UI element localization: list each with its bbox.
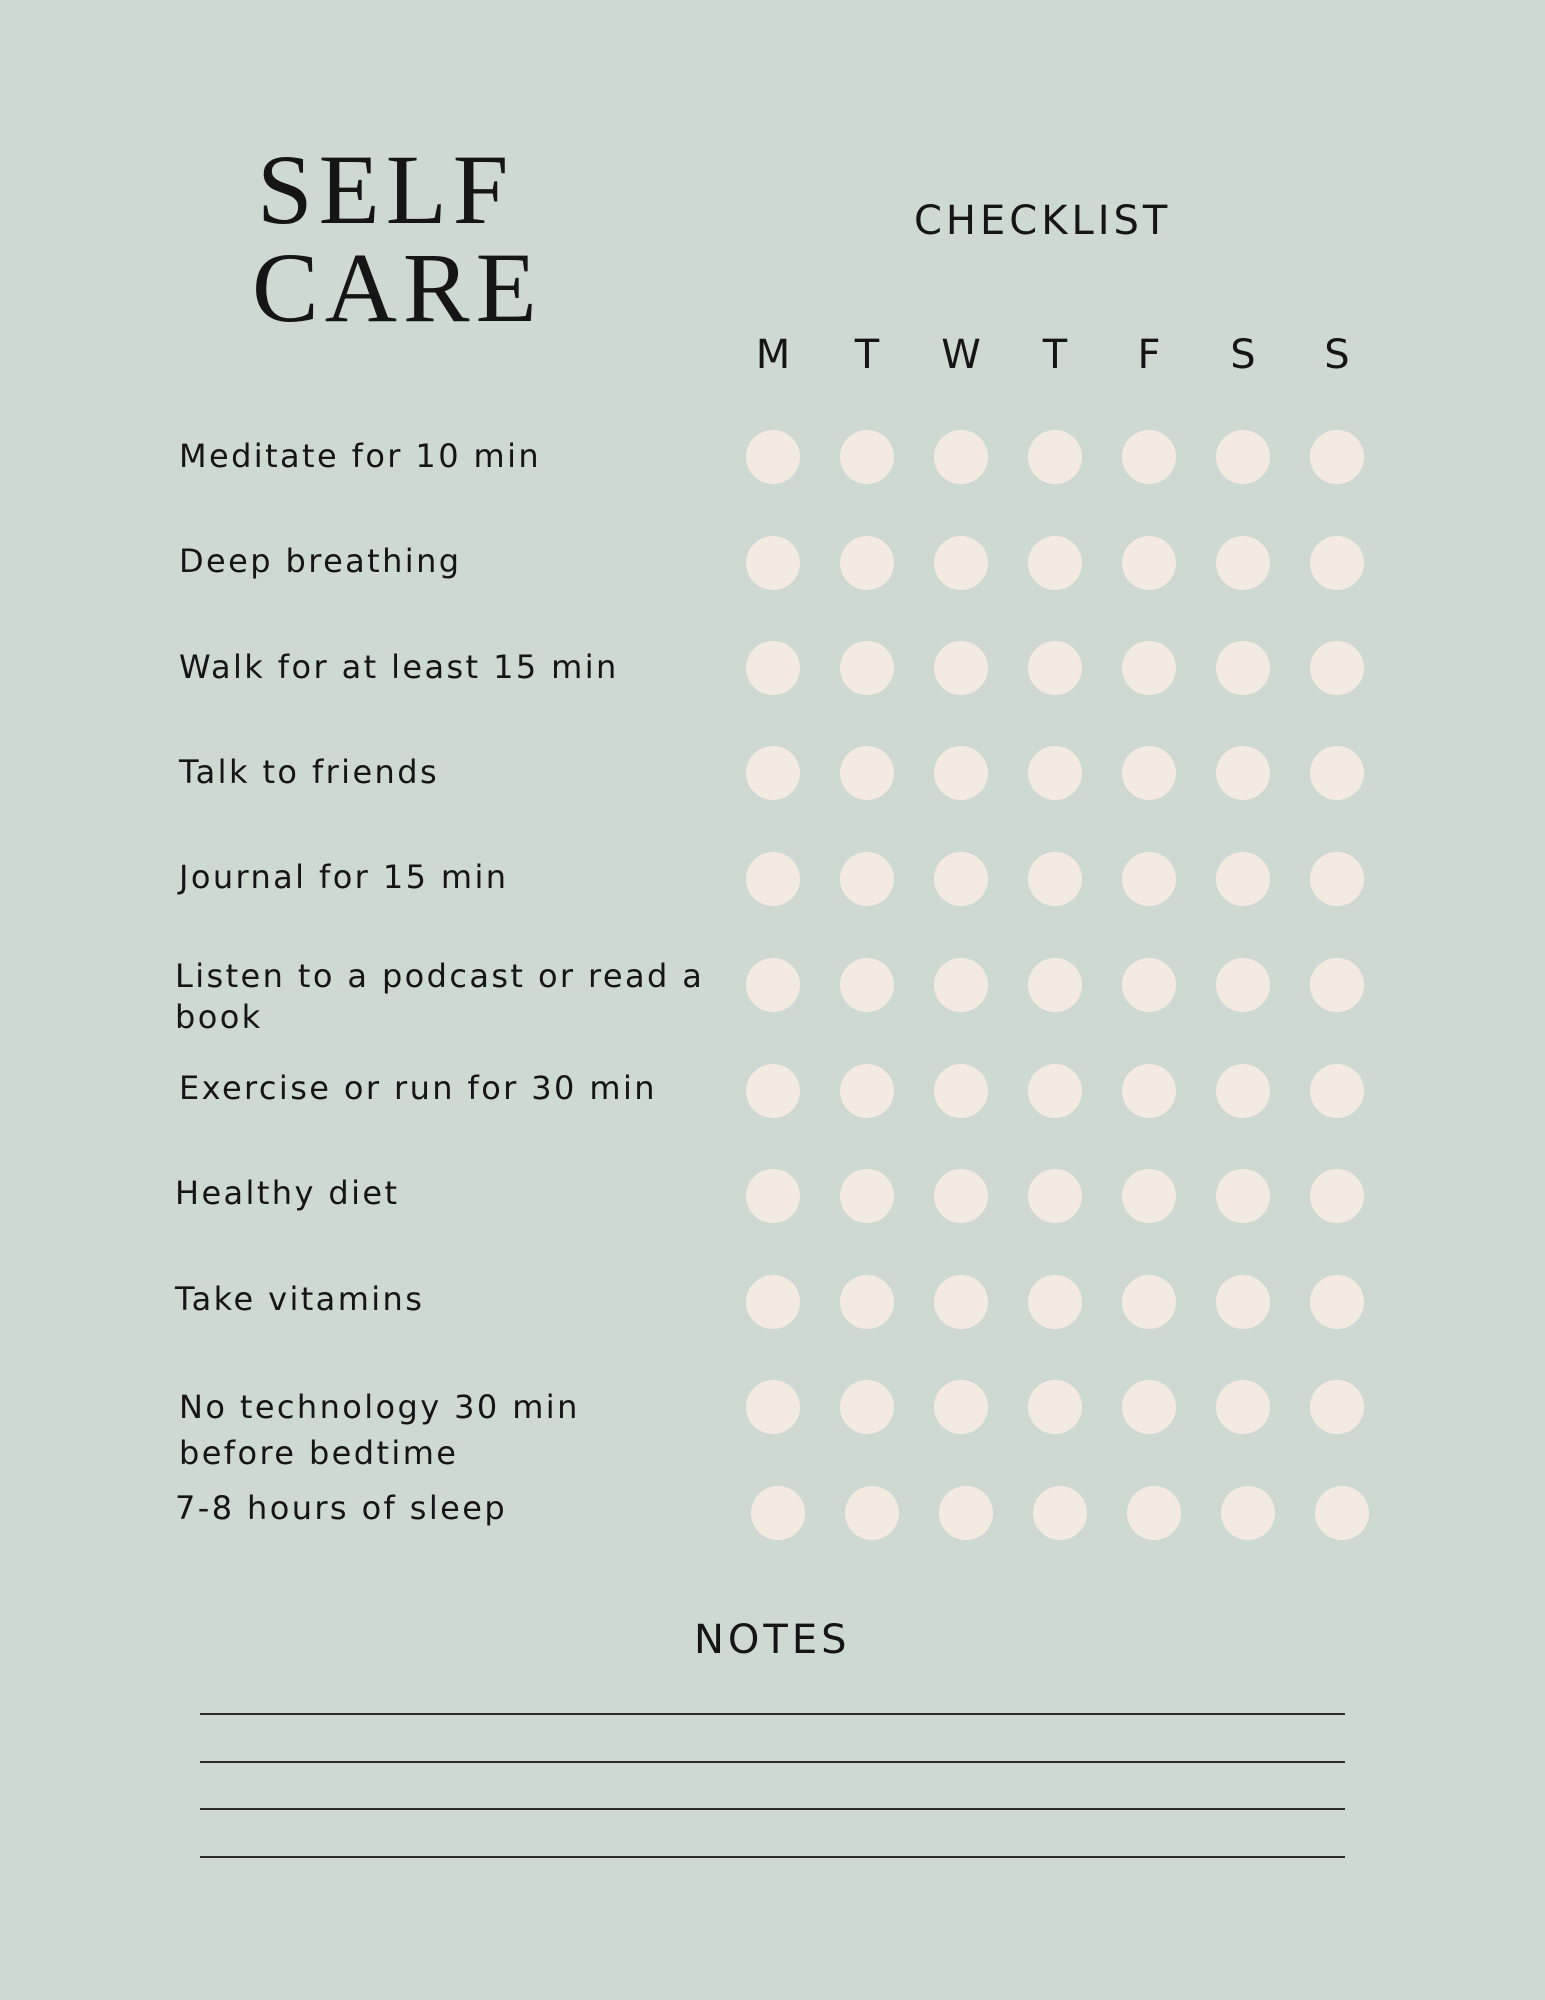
check-circle[interactable] [1028, 430, 1082, 484]
habit-label: Walk for at least 15 min [179, 648, 619, 686]
check-circle[interactable] [1122, 958, 1176, 1012]
check-circle[interactable] [1122, 1064, 1176, 1118]
check-circle[interactable] [1216, 958, 1270, 1012]
check-circle[interactable] [934, 1275, 988, 1329]
check-circle[interactable] [1216, 430, 1270, 484]
check-circle[interactable] [1122, 641, 1176, 695]
title-self: SELF [257, 134, 515, 245]
check-circle[interactable] [751, 1486, 805, 1540]
check-circle[interactable] [1028, 746, 1082, 800]
check-circle[interactable] [934, 1380, 988, 1434]
check-circle[interactable] [746, 536, 800, 590]
habit-label: Healthy diet [175, 1174, 400, 1212]
check-circle[interactable] [1315, 1486, 1369, 1540]
check-circle[interactable] [840, 641, 894, 695]
check-circle[interactable] [934, 641, 988, 695]
habit-label: 7-8 hours of sleep [175, 1489, 508, 1527]
weekday-label: F [1137, 332, 1161, 378]
check-circle[interactable] [1310, 1064, 1364, 1118]
check-circle[interactable] [840, 852, 894, 906]
check-circle[interactable] [1028, 958, 1082, 1012]
note-line[interactable] [200, 1761, 1345, 1763]
check-circle[interactable] [840, 1380, 894, 1434]
check-circle[interactable] [840, 958, 894, 1012]
note-line[interactable] [200, 1808, 1345, 1810]
check-circle[interactable] [1310, 1275, 1364, 1329]
check-circle[interactable] [746, 852, 800, 906]
habit-label: Listen to a podcast or read a book [175, 957, 705, 1036]
check-circle[interactable] [1216, 536, 1270, 590]
check-circle[interactable] [840, 1169, 894, 1223]
check-circle[interactable] [1028, 1380, 1082, 1434]
check-circle[interactable] [1221, 1486, 1275, 1540]
habit-label: No technology 30 min before bedtime [179, 1388, 580, 1472]
check-circle[interactable] [746, 641, 800, 695]
habit-label: Take vitamins [175, 1280, 425, 1318]
check-circle[interactable] [1310, 1169, 1364, 1223]
check-circle[interactable] [1216, 1169, 1270, 1223]
check-circle[interactable] [746, 958, 800, 1012]
check-circle[interactable] [840, 746, 894, 800]
check-circle[interactable] [1310, 746, 1364, 800]
check-circle[interactable] [746, 1064, 800, 1118]
check-circle[interactable] [934, 958, 988, 1012]
check-circle[interactable] [934, 1064, 988, 1118]
check-circle[interactable] [746, 1275, 800, 1329]
check-circle[interactable] [1033, 1486, 1087, 1540]
title-care: CARE [252, 232, 543, 343]
check-circle[interactable] [1310, 958, 1364, 1012]
check-circle[interactable] [746, 1169, 800, 1223]
check-circle[interactable] [1122, 1380, 1176, 1434]
check-circle[interactable] [1028, 536, 1082, 590]
check-circle[interactable] [1122, 746, 1176, 800]
check-circle[interactable] [1028, 641, 1082, 695]
check-circle[interactable] [1122, 536, 1176, 590]
check-circle[interactable] [1028, 852, 1082, 906]
check-circle[interactable] [934, 746, 988, 800]
check-circle[interactable] [1310, 852, 1364, 906]
check-circle[interactable] [840, 536, 894, 590]
note-line[interactable] [200, 1713, 1345, 1715]
check-circle[interactable] [840, 1275, 894, 1329]
check-circle[interactable] [1310, 641, 1364, 695]
check-circle[interactable] [746, 746, 800, 800]
check-circle[interactable] [1216, 746, 1270, 800]
weekday-label: S [1230, 332, 1256, 378]
habit-label: Meditate for 10 min [179, 437, 542, 475]
check-circle[interactable] [1127, 1486, 1181, 1540]
habit-label: Exercise or run for 30 min [179, 1069, 657, 1107]
habit-label: Talk to friends [179, 753, 440, 791]
check-circle[interactable] [1122, 1275, 1176, 1329]
check-circle[interactable] [840, 1064, 894, 1118]
check-circle[interactable] [1028, 1169, 1082, 1223]
check-circle[interactable] [1122, 430, 1176, 484]
check-circle[interactable] [934, 852, 988, 906]
check-circle[interactable] [1310, 536, 1364, 590]
notes-heading: NOTES [694, 1617, 851, 1663]
check-circle[interactable] [1216, 641, 1270, 695]
check-circle[interactable] [1216, 1380, 1270, 1434]
check-circle[interactable] [939, 1486, 993, 1540]
check-circle[interactable] [1310, 430, 1364, 484]
check-circle[interactable] [934, 1169, 988, 1223]
weekday-label: W [941, 332, 981, 378]
check-circle[interactable] [746, 1380, 800, 1434]
weekday-label: T [854, 332, 880, 378]
check-circle[interactable] [1122, 1169, 1176, 1223]
checklist-heading: CHECKLIST [914, 198, 1172, 244]
check-circle[interactable] [746, 430, 800, 484]
check-circle[interactable] [1122, 852, 1176, 906]
check-circle[interactable] [1028, 1275, 1082, 1329]
check-circle[interactable] [934, 536, 988, 590]
weekday-label: S [1324, 332, 1350, 378]
check-circle[interactable] [934, 430, 988, 484]
weekday-label: T [1042, 332, 1068, 378]
weekday-label: M [755, 332, 791, 378]
habit-label: Deep breathing [179, 542, 462, 580]
note-line[interactable] [200, 1856, 1345, 1858]
check-circle[interactable] [1216, 1275, 1270, 1329]
check-circle[interactable] [840, 430, 894, 484]
check-circle[interactable] [1028, 1064, 1082, 1118]
habit-label: Journal for 15 min [179, 858, 509, 896]
check-circle[interactable] [1216, 852, 1270, 906]
check-circle[interactable] [1216, 1064, 1270, 1118]
check-circle[interactable] [1310, 1380, 1364, 1434]
check-circle[interactable] [845, 1486, 899, 1540]
